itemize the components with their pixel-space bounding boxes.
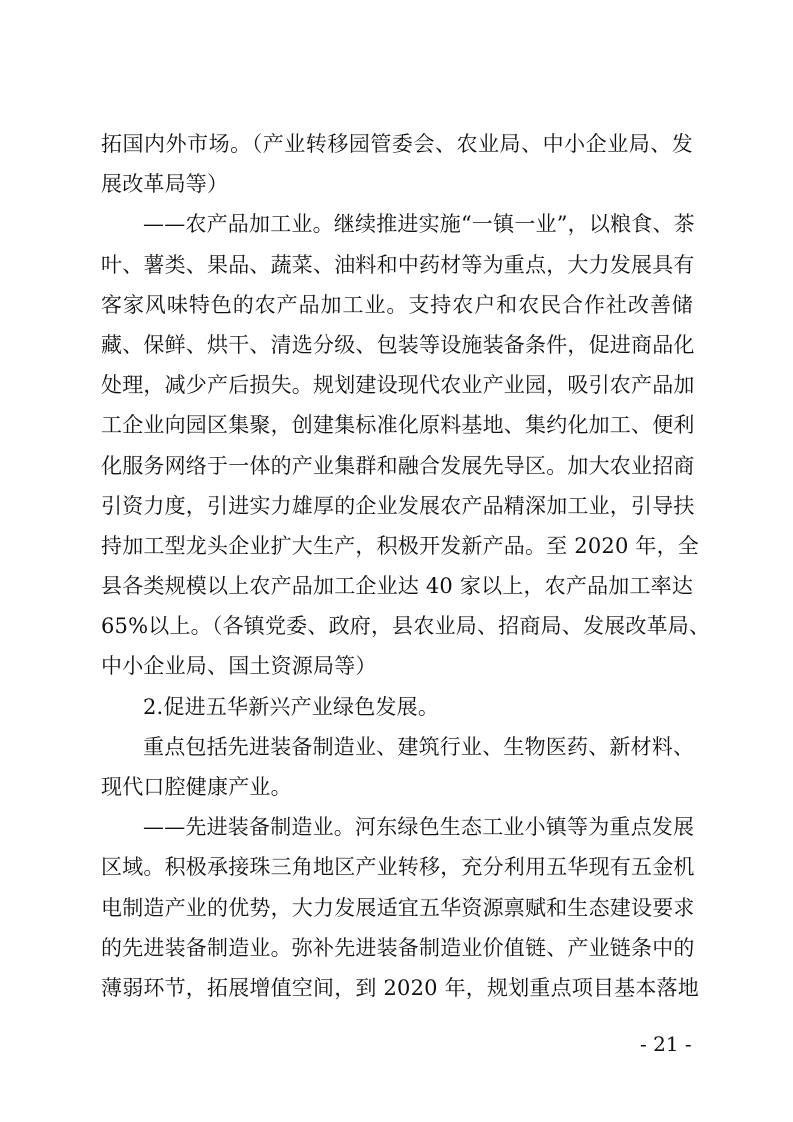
text-line-4: 叶、薯类、果品、蔬菜、油料和中药材等为重点，大力发展具有 bbox=[101, 252, 695, 277]
text-line-12: 县各类规模以上农产品加工企业达 40 家以上，农产品加工率达 bbox=[101, 574, 694, 599]
text-line-18: ——先进装备制造业。河东绿色生态工业小镇等为重点发展 bbox=[143, 815, 695, 840]
text-line-7: 处理，减少产后损失。规划建设现代农业产业园，吸引农产品加 bbox=[101, 373, 695, 398]
text-line-9: 化服务网络于一体的产业集群和融合发展先导区。加大农业招商 bbox=[101, 453, 695, 478]
text-line-1: 拓国内外市场。（产业转移园管委会、农业局、中小企业局、发 bbox=[101, 132, 693, 156]
section-heading: 2.促进五华新兴产业绿色发展。 bbox=[143, 694, 440, 719]
text-line-13: 65%以上。（各镇党委、政府，县农业局、招商局、发展改革局、 bbox=[101, 614, 711, 639]
text-line-21: 的先进装备制造业。弥补先进装备制造业价值链、产业链条中的 bbox=[101, 935, 695, 960]
body-text bbox=[101, 124, 711, 1008]
text-line-16: 重点包括先进装备制造业、建筑行业、生物医药、新材料、 bbox=[143, 734, 695, 759]
text-line-19: 区域。积极承接珠三角地区产业转移，充分利用五华现有五金机 bbox=[101, 855, 695, 880]
text-line-22: 薄弱环节，拓展增值空间，到 2020 年，规划重点项目基本落地 bbox=[101, 975, 699, 1000]
text-line-6: 藏、保鲜、烘干、清选分级、包装等设施装备条件，促进商品化 bbox=[101, 332, 695, 357]
text-line-20: 电制造产业的优势，大力发展适宜五华资源禀赋和生态建设要求 bbox=[101, 895, 695, 920]
text-line-3: ——农产品加工业。继续推进实施“一镇一业”，以粮食、茶 bbox=[143, 212, 695, 237]
text-line-17: 现代口腔健康产业。 bbox=[101, 775, 292, 799]
text-line-8: 工企业向园区集聚，创建集标准化原料基地、集约化加工、便利 bbox=[101, 413, 695, 438]
text-line-10: 引资力度，引进实力雄厚的企业发展农产品精深加工业，引导扶 bbox=[101, 493, 695, 518]
text-line-11: 持加工型龙头企业扩大生产，积极开发新产品。至 2020 年，全 bbox=[101, 533, 699, 558]
text-line-2: 展改革局等） bbox=[101, 172, 229, 197]
text-line-5: 客家风味特色的农产品加工业。支持农户和农民合作社改善储 bbox=[101, 292, 693, 317]
text-line-14: 中小企业局、国土资源局等） bbox=[101, 654, 377, 679]
page-number: - 21 - bbox=[640, 1032, 692, 1056]
